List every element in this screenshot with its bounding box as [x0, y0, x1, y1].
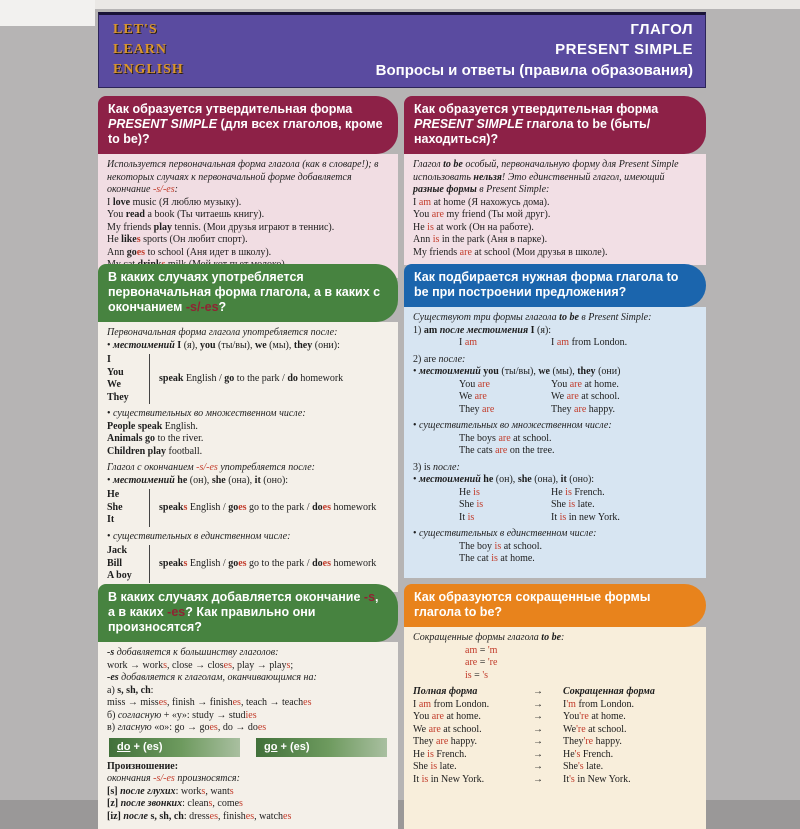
short-form: You're at home. [563, 711, 626, 722]
text-line: You read a book (Ты читаешь книгу). [107, 209, 265, 220]
text-line: 3) is после: [413, 461, 460, 473]
arrow-icon: → [533, 686, 543, 697]
example-group [107, 354, 389, 404]
panel-body [404, 307, 706, 578]
text-line: Существуют три формы глагола to be в Present Simple: [413, 312, 652, 323]
col-left: She is [459, 499, 484, 510]
full-form: You are at home. [413, 711, 481, 722]
panel-affirmative-form-general [98, 96, 398, 258]
arrow-icon: → [533, 736, 543, 747]
ending-boxes [109, 738, 387, 757]
text-line: Animals go to the river. [107, 433, 204, 444]
panel-heading: Как образуется утвердительная форма PRESENT SIMPLE (для всех глаголов, кроме to be)? [98, 96, 398, 154]
col-right: He is French. [551, 486, 605, 498]
text-line: Глагол с окончанием -s/-es употребляется после: [107, 462, 316, 473]
text-line: • местоимений he (он), she (она), it (оно): [413, 474, 595, 485]
panel-heading: Как образуются сокращенные формы глагола to be? [404, 584, 706, 627]
full-form: Полная форма [413, 686, 478, 697]
short-form: I'm from London. [563, 698, 634, 710]
text-line: в) гласную «о»: go → goes, do → does [107, 722, 267, 733]
panel-choosing-to-be-form [404, 264, 706, 578]
arrow-icon: → [533, 748, 543, 760]
panel-heading: Как образуется утвердительная форма PRESENT SIMPLE глагола to be (быть/находиться)? [404, 96, 706, 154]
text-line: • существительных в единственном числе: [413, 528, 597, 539]
card-header-band [98, 12, 706, 88]
text-line: 1) am после местоимения I (я): [413, 324, 552, 336]
subject-list [107, 545, 149, 583]
contraction-row [413, 736, 697, 749]
divider-line [149, 489, 150, 527]
col-left: We are [459, 391, 487, 402]
text-line: Ann is in the park (Аня в парке). [413, 234, 548, 245]
contraction-row [413, 686, 697, 699]
text-line: He likes sports (Он любит спорт). [107, 234, 248, 245]
panel-body [404, 154, 706, 265]
text-line: Глагол to be особый, первоначальную форму для Present Simple использовать нельзя! Это единственный глагол, имеющий разные формы в Present Simple: [413, 159, 679, 195]
logo-line: ENGLISH [113, 62, 184, 77]
contraction-row [413, 711, 697, 724]
text-line: My friends play tennis. (Мои друзья играют в теннис). [107, 221, 335, 233]
panel-body [98, 154, 398, 278]
two-col-row [413, 404, 697, 417]
arrow-icon: → [533, 773, 543, 785]
text-line: Произношение: [107, 760, 179, 772]
short-form: He's French. [563, 748, 614, 760]
text-line: а) s, sh, ch: [107, 684, 154, 696]
panels-grid [98, 96, 706, 829]
col-right: We are at school. [551, 391, 620, 402]
arrow-icon: → [533, 711, 543, 722]
text-line: My friends are at school (Мои друзья в школе). [413, 246, 608, 258]
full-form: It is in New York. [413, 773, 485, 785]
short-form: She's late. [563, 761, 604, 772]
col-left: He is [459, 486, 480, 498]
subject-word: We [107, 379, 121, 390]
contraction-row [413, 774, 697, 787]
panel-s-vs-es-endings [98, 584, 398, 829]
example-group [107, 545, 389, 583]
full-form: They are happy. [413, 736, 478, 747]
panel-body [98, 322, 398, 592]
panel-heading: В каких случаях добавляется окончание -s, а в каких -es? Как правильно они произносятся? [98, 584, 398, 642]
subject-word: It [107, 514, 115, 525]
two-col-row [413, 391, 697, 404]
text-line: miss → misses, finish → finishes, teach → teaches [107, 697, 312, 708]
example-text: speak English / go to the park / do homework [159, 372, 344, 384]
panel-heading: Как подбирается нужная форма глагола to be при построении предложения? [404, 264, 706, 307]
text-line: • существительных во множественном числе: [107, 408, 306, 419]
full-form: We are at school. [413, 723, 482, 735]
two-col-row [413, 337, 697, 350]
text-line: • местоимений I (я), you (ты/вы), we (мы), they (они): [107, 339, 340, 351]
text-line: -s добавляется к большинству глаголов: [107, 647, 279, 658]
col-right: It is in new York. [551, 511, 620, 523]
text-line: I am at home (Я нахожусь дома). [413, 196, 550, 208]
full-form: He is French. [413, 748, 467, 760]
divider-line [149, 545, 150, 583]
full-form: I am from London. [413, 698, 490, 710]
subject-list [107, 354, 149, 404]
short-form: They're happy. [563, 736, 622, 747]
logo-line: LEARN [113, 42, 168, 57]
text-line: am = 'm [465, 644, 498, 656]
card-title [376, 20, 693, 81]
grammar-card [98, 12, 706, 829]
subject-word: He [107, 489, 120, 500]
panel-to-be-contractions [404, 584, 706, 829]
page-top-margin [0, 0, 800, 9]
text-line: is = 's [465, 669, 489, 681]
panel-body [404, 627, 706, 829]
text-line: He is at work (Он на работе). [413, 221, 534, 233]
text-line: 2) are после: [413, 353, 466, 365]
text-line: Ann goes to school (Аня идет в школу). [107, 246, 272, 258]
col-left: They are [459, 403, 495, 415]
text-line: The cats are on the tree. [459, 445, 555, 456]
text-line: work → works, close → closes, play → plays; [107, 659, 294, 671]
logo-line: LET'S [113, 22, 158, 37]
arrow-icon: → [533, 761, 543, 772]
text-line: The cat is at home. [459, 553, 535, 564]
contraction-row [413, 699, 697, 712]
subject-word: Bill [107, 557, 123, 569]
text-line: [s] после глухих: works, wants [107, 785, 234, 797]
text-line: Children play football. [107, 445, 203, 457]
text-line: • существительных в единственном числе: [107, 530, 291, 542]
col-right: She is late. [551, 499, 595, 510]
title-tense: PRESENT SIMPLE [555, 40, 693, 58]
text-line: Сокращенные формы глагола to be: [413, 632, 565, 643]
example-group [107, 489, 389, 527]
ending-box: go + (es) [256, 738, 387, 757]
text-line: [iz] после s, sh, ch: dresses, finishes, watches [107, 810, 292, 822]
text-line: • местоимений he (он), she (она), it (оно): [107, 474, 289, 486]
col-right: You are at home. [551, 378, 619, 390]
arrow-icon: → [533, 698, 543, 710]
text-line: The boys are at school. [459, 432, 552, 444]
contraction-row [413, 749, 697, 762]
lets-learn-english-logo [113, 20, 184, 80]
text-line: -es добавляется к глаголам, оканчивающимся на: [107, 672, 317, 683]
title-subtitle: Вопросы и ответы (правила образования) [375, 61, 693, 79]
text-line: You are my friend (Ты мой друг). [413, 209, 551, 220]
subject-word: You [107, 366, 124, 378]
short-form: We're at school. [563, 723, 627, 735]
two-col-row [413, 499, 697, 512]
arrow-icon: → [533, 723, 543, 735]
example-text: speaks English / goes go to the park / does homework [159, 501, 377, 513]
text-line: The boy is at school. [459, 540, 543, 552]
short-form: Сокращенная форма [563, 686, 655, 697]
subject-word: Jack [107, 545, 127, 556]
subject-word: A boy [107, 570, 132, 581]
title-topic: ГЛАГОЛ [630, 20, 693, 38]
example-text: speaks English / goes go to the park / does homework [159, 557, 377, 569]
col-right: I am from London. [551, 337, 628, 348]
two-col-row [413, 487, 697, 500]
panel-base-form-vs-s-es [98, 264, 398, 581]
page-corner [0, 0, 95, 26]
text-line: • местоимений you (ты/вы), we (мы), they (они) [413, 366, 621, 377]
panel-affirmative-form-to-be [404, 96, 706, 258]
text-line: [z] после звонких: cleans, comes [107, 798, 243, 809]
text-line: are = 're [465, 657, 498, 668]
ending-box: do + (es) [109, 738, 240, 757]
subject-list [107, 489, 149, 527]
text-line: • существительных во множественном числе: [413, 420, 612, 431]
short-form: It's in New York. [563, 773, 631, 785]
subject-word: They [107, 391, 129, 403]
col-left: I am [459, 337, 478, 348]
text-line: People speak English. [107, 420, 198, 432]
subject-word: I [107, 354, 111, 365]
col-left: It is [459, 511, 475, 523]
contraction-row [413, 724, 697, 737]
col-left: You are [459, 378, 490, 390]
col-right: They are happy. [551, 403, 616, 415]
panel-body [98, 642, 398, 829]
subject-word: She [107, 501, 123, 513]
text-line: б) согласную + «y»: study → studies [107, 709, 257, 721]
divider-line [149, 354, 150, 404]
two-col-row [413, 512, 697, 525]
text-line: I love music (Я люблю музыку). [107, 196, 242, 208]
text-line: окончания -s/-es произносятся: [107, 773, 240, 784]
full-form: She is late. [413, 761, 457, 772]
panel-heading: В каких случаях употребляется первоначальная форма глагола, а в каких с окончанием -s/-es? [98, 264, 398, 322]
text-line: Используется первоначальная форма глагола (как в словаре!); в некоторых случаях к первоначальной форме добавляется окончание -s/-es: [107, 159, 379, 195]
two-col-row [413, 379, 697, 392]
text-line: Первоначальная форма глагола употребляется после: [107, 327, 338, 338]
contraction-row [413, 761, 697, 774]
